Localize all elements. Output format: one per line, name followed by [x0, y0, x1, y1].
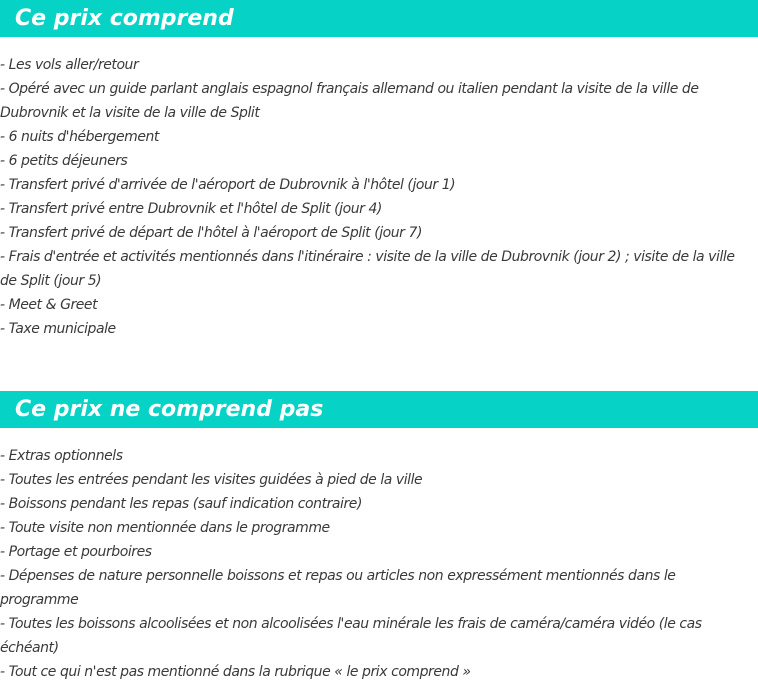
list-item: - Transfert privé entre Dubrovnik et l'hôtel de Split (jour 4) [0, 201, 382, 217]
list-item: - Opéré avec un guide parlant anglais espagnol français allemand ou italien pendant la visite de la ville de Dubrovnik et la visite de la ville de Split [0, 81, 699, 121]
list-item: - Portage et pourboires [0, 544, 152, 560]
list-item: - 6 petits déjeuners [0, 153, 128, 169]
included-items-list [0, 53, 754, 341]
list-item: - Taxe municipale [0, 321, 116, 337]
list-item: - Dépenses de nature personnelle boissons et repas ou articles non expressément mentionnés dans le programme [0, 568, 676, 608]
list-item: - Tout ce qui n'est pas mentionné dans la rubrique « le prix comprend » [0, 664, 471, 680]
excluded-section-heading: Ce prix ne comprend pas [0, 391, 758, 428]
included-section-heading: Ce prix comprend [0, 0, 758, 37]
list-item: - Toutes les boissons alcoolisées et non alcoolisées l'eau minérale les frais de caméra/caméra vidéo (le cas échéant) [0, 616, 702, 656]
list-item: - 6 nuits d'hébergement [0, 129, 159, 145]
list-item: - Extras optionnels [0, 448, 123, 464]
list-item: - Frais d'entrée et activités mentionnés dans l'itinéraire : visite de la ville de Dubrovnik (jour 2) ; visite de la ville de Split (jour 5) [0, 249, 735, 289]
list-item: - Toutes les entrées pendant les visites guidées à pied de la ville [0, 472, 423, 488]
list-item: - Les vols aller/retour [0, 57, 139, 73]
excluded-items-list [0, 444, 754, 684]
list-item: - Meet & Greet [0, 297, 98, 313]
list-item: - Toute visite non mentionnée dans le programme [0, 520, 330, 536]
list-item: - Boissons pendant les repas (sauf indication contraire) [0, 496, 362, 512]
list-item: - Transfert privé d'arrivée de l'aéroport de Dubrovnik à l'hôtel (jour 1) [0, 177, 456, 193]
list-item: - Transfert privé de départ de l'hôtel à l'aéroport de Split (jour 7) [0, 225, 422, 241]
